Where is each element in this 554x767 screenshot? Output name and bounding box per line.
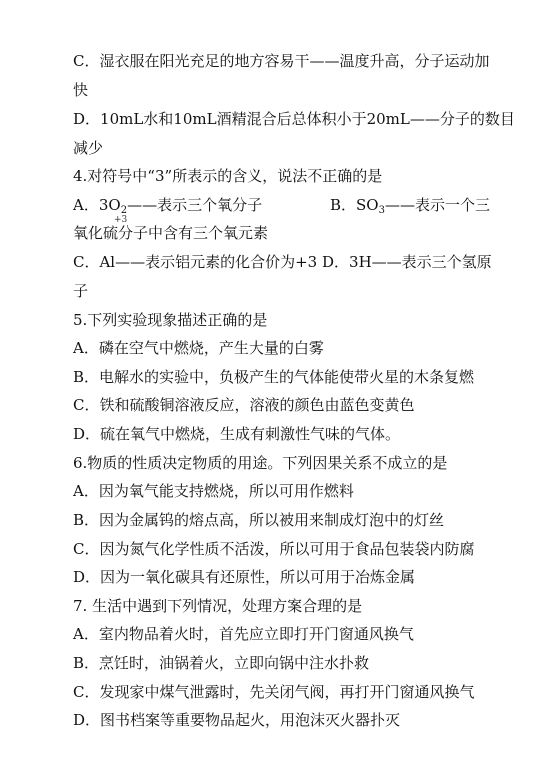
q5-option-c: C．铁和硫酸铜溶液反应，溶液的颜色由蓝色变黄色 — [73, 396, 415, 414]
q4-stray-charge-label: +3 — [114, 215, 128, 225]
q7-option-d: D．图书档案等重要物品起火，用泡沫灭火器扑灭 — [73, 711, 401, 729]
q3-option-d-line1: D．10mL水和10mL酒精混合后总体积小于20mL——分子的数目 — [73, 110, 515, 128]
q4-option-d: D．3H——表示三个氢原 — [322, 253, 492, 271]
q5-stem: 5.下列实验现象描述正确的是 — [73, 311, 268, 329]
q3-option-d-line2: 减少 — [73, 139, 104, 157]
q4-stem: 4.对符号中“3”所表示的含义，说法不正确的是 — [73, 167, 383, 185]
q6-option-d: D．因为一氧化碳具有还原性，所以可用于冶炼金属 — [73, 568, 416, 586]
q7-stem: 7. 生活中遇到下列情况，处理方案合理的是 — [73, 597, 363, 615]
q4-option-b — [330, 195, 490, 215]
q6-option-c: C．因为氮气化学性质不活泼，所以可用于食品包装袋内防腐 — [73, 540, 475, 558]
q5-option-d: D．硫在氧气中燃烧，生成有刺激性气味的气体。 — [73, 425, 401, 443]
q7-option-a: A．室内物品着火时，首先应立即打开门窗通风换气 — [73, 625, 414, 643]
q6-option-b: B．因为金属钨的熔点高，所以被用来制成灯泡中的灯丝 — [73, 511, 445, 529]
q3-option-c-line2: 快 — [73, 81, 89, 99]
q5-option-b: B．电解水的实验中，负极产生的气体能使带火星的木条复燃 — [73, 368, 475, 386]
q7-option-c: C．发现家中煤气泄露时，先关闭气阀，再打开门窗通风换气 — [73, 683, 475, 701]
q4-option-a-subscript: 2 — [120, 205, 128, 216]
q4-option-b-text: ——表示一个三 — [384, 196, 490, 214]
q4-option-b-subscript: 3 — [378, 205, 385, 216]
q3-option-c-line1: C．湿衣服在阳光充足的地方容易干——温度升高，分子运动加 — [73, 52, 490, 70]
q4-option-a-prefix: A．3O — [73, 196, 121, 214]
q4-option-b-prefix: B．SO — [330, 196, 379, 214]
q6-option-a: A．因为氧气能支持燃烧，所以可用作燃料 — [73, 482, 354, 500]
q7-option-b: B．烹饪时，油锅着火，立即向锅中注水扑救 — [73, 654, 370, 672]
q5-option-a: A．磷在空气中燃烧，产生大量的白雾 — [73, 339, 324, 357]
q4-option-d-continued: 子 — [73, 282, 89, 300]
q4-option-a — [73, 195, 262, 215]
q4-option-c: C．Al——表示铝元素的化合价为+3 — [73, 253, 318, 271]
q4-option-a-text: ——表示三个氧分子 — [127, 196, 263, 214]
q6-stem: 6.物质的性质决定物质的用途。下列因果关系不成立的是 — [73, 454, 448, 472]
q4-option-b-continued: 氧化硫分子中含有三个氧元素 — [73, 224, 269, 242]
